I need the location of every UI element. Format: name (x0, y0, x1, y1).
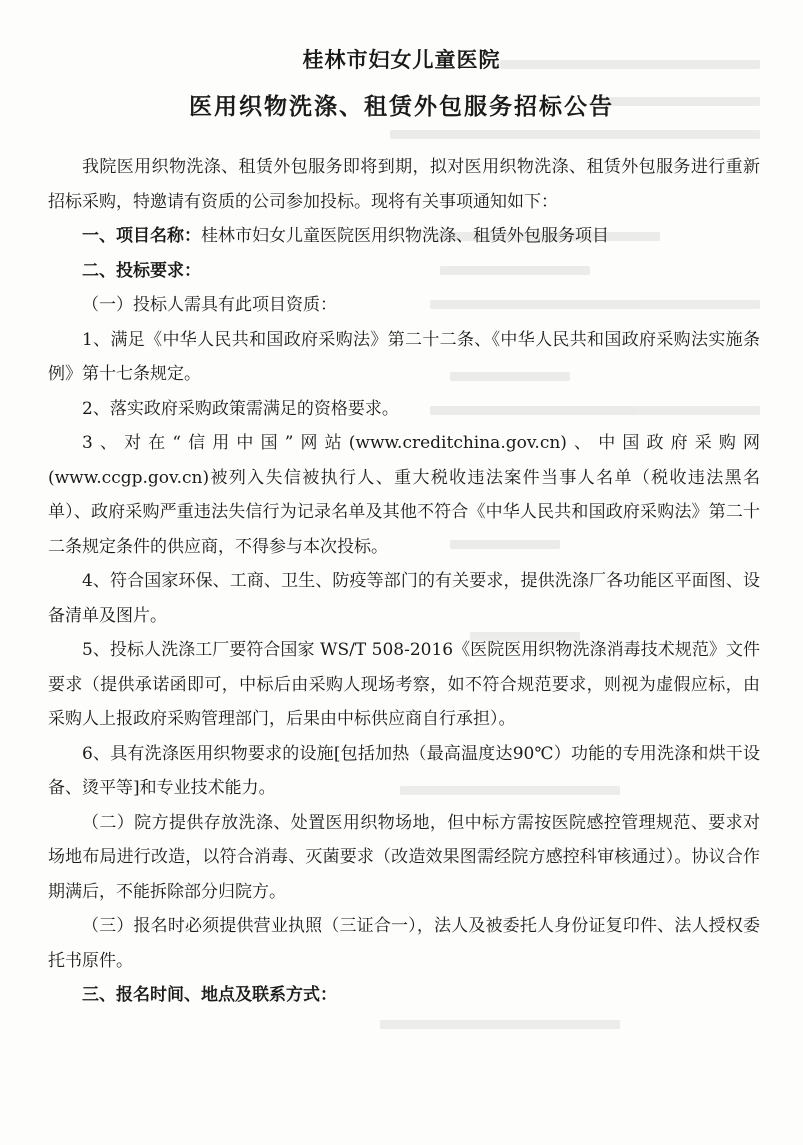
hospital-name: 桂林市妇女儿童医院 (302, 47, 501, 72)
requirement-1-item-3: 3、对在“信用中国”网站(www.creditchina.gov.cn)、中国政府采购网(www.ccgp.gov.cn)被列入失信被执行人、重大税收违法案件当事人名单（税收违法黑名单）、政府采购严重违法失信行为记录名单及其他不符合《中华人民共和国政府采购法》第二十二条规定条件的供应商，不得参与本次投标。 (48, 433, 760, 557)
requirement-1-item-5: 5、投标人洗涤工厂要符合国家 WS/T 508-2016《医院医用织物洗涤消毒技术规范》文件要求（提供承诺函即可，中标后由采购人现场考察，如不符合规范要求，则视为虚假应标，由采购人上报政府采购管理部门，后果由中标供应商自行承担）。 (48, 640, 760, 729)
requirement-1-item-1: 1、满足《中华人民共和国政府采购法》第二十二条、《中华人民共和国政府采购法实施条例》第十七条规定。 (48, 329, 760, 384)
requirement-1-item-2: 2、落实政府采购政策需满足的资格要求。 (82, 398, 399, 419)
section3-heading: 三、报名时间、地点及联系方式： (82, 985, 337, 1005)
intro-paragraph: 我院医用织物洗涤、租赁外包服务即将到期，拟对医用织物洗涤、租赁外包服务进行重新招标采购，特邀请有资质的公司参加投标。现将有关事项通知如下： (48, 157, 760, 212)
section-project-name (48, 219, 760, 254)
section1-heading: 一、项目名称： (82, 226, 201, 246)
project-name-value: 桂林市妇女儿童医院医用织物洗涤、租赁外包服务项目 (201, 226, 609, 246)
notice-body (48, 150, 760, 1013)
requirement-1-item-4: 4、符合国家环保、工商、卫生、防疫等部门的有关要求，提供洗涤厂各功能区平面图、设备清单及图片。 (48, 571, 760, 626)
requirement-1-item-6: 6、具有洗涤医用织物要求的设施[包括加热（最高温度达90℃）功能的专用洗涤和烘干设备、烫平等]和专业技术能力。 (48, 743, 760, 798)
requirement-1-heading: （一）投标人需具有此项目资质： (82, 295, 337, 315)
requirement-2: （二）院方提供存放洗涤、处置医用织物场地，但中标方需按医院感控管理规范、要求对场地布局进行改造，以符合消毒、灭菌要求（改造效果图需经院方感控科审核通过）。协议合作期满后，不能拆除部分归院方。 (48, 812, 760, 902)
notice-title: 医用织物洗涤、租赁外包服务招标公告 (189, 93, 614, 120)
section2-heading: 二、投标要求： (82, 260, 201, 281)
requirement-3: （三）报名时必须提供营业执照（三证合一），法人及被委托人身份证复印件、法人授权委托书原件。 (48, 916, 760, 971)
